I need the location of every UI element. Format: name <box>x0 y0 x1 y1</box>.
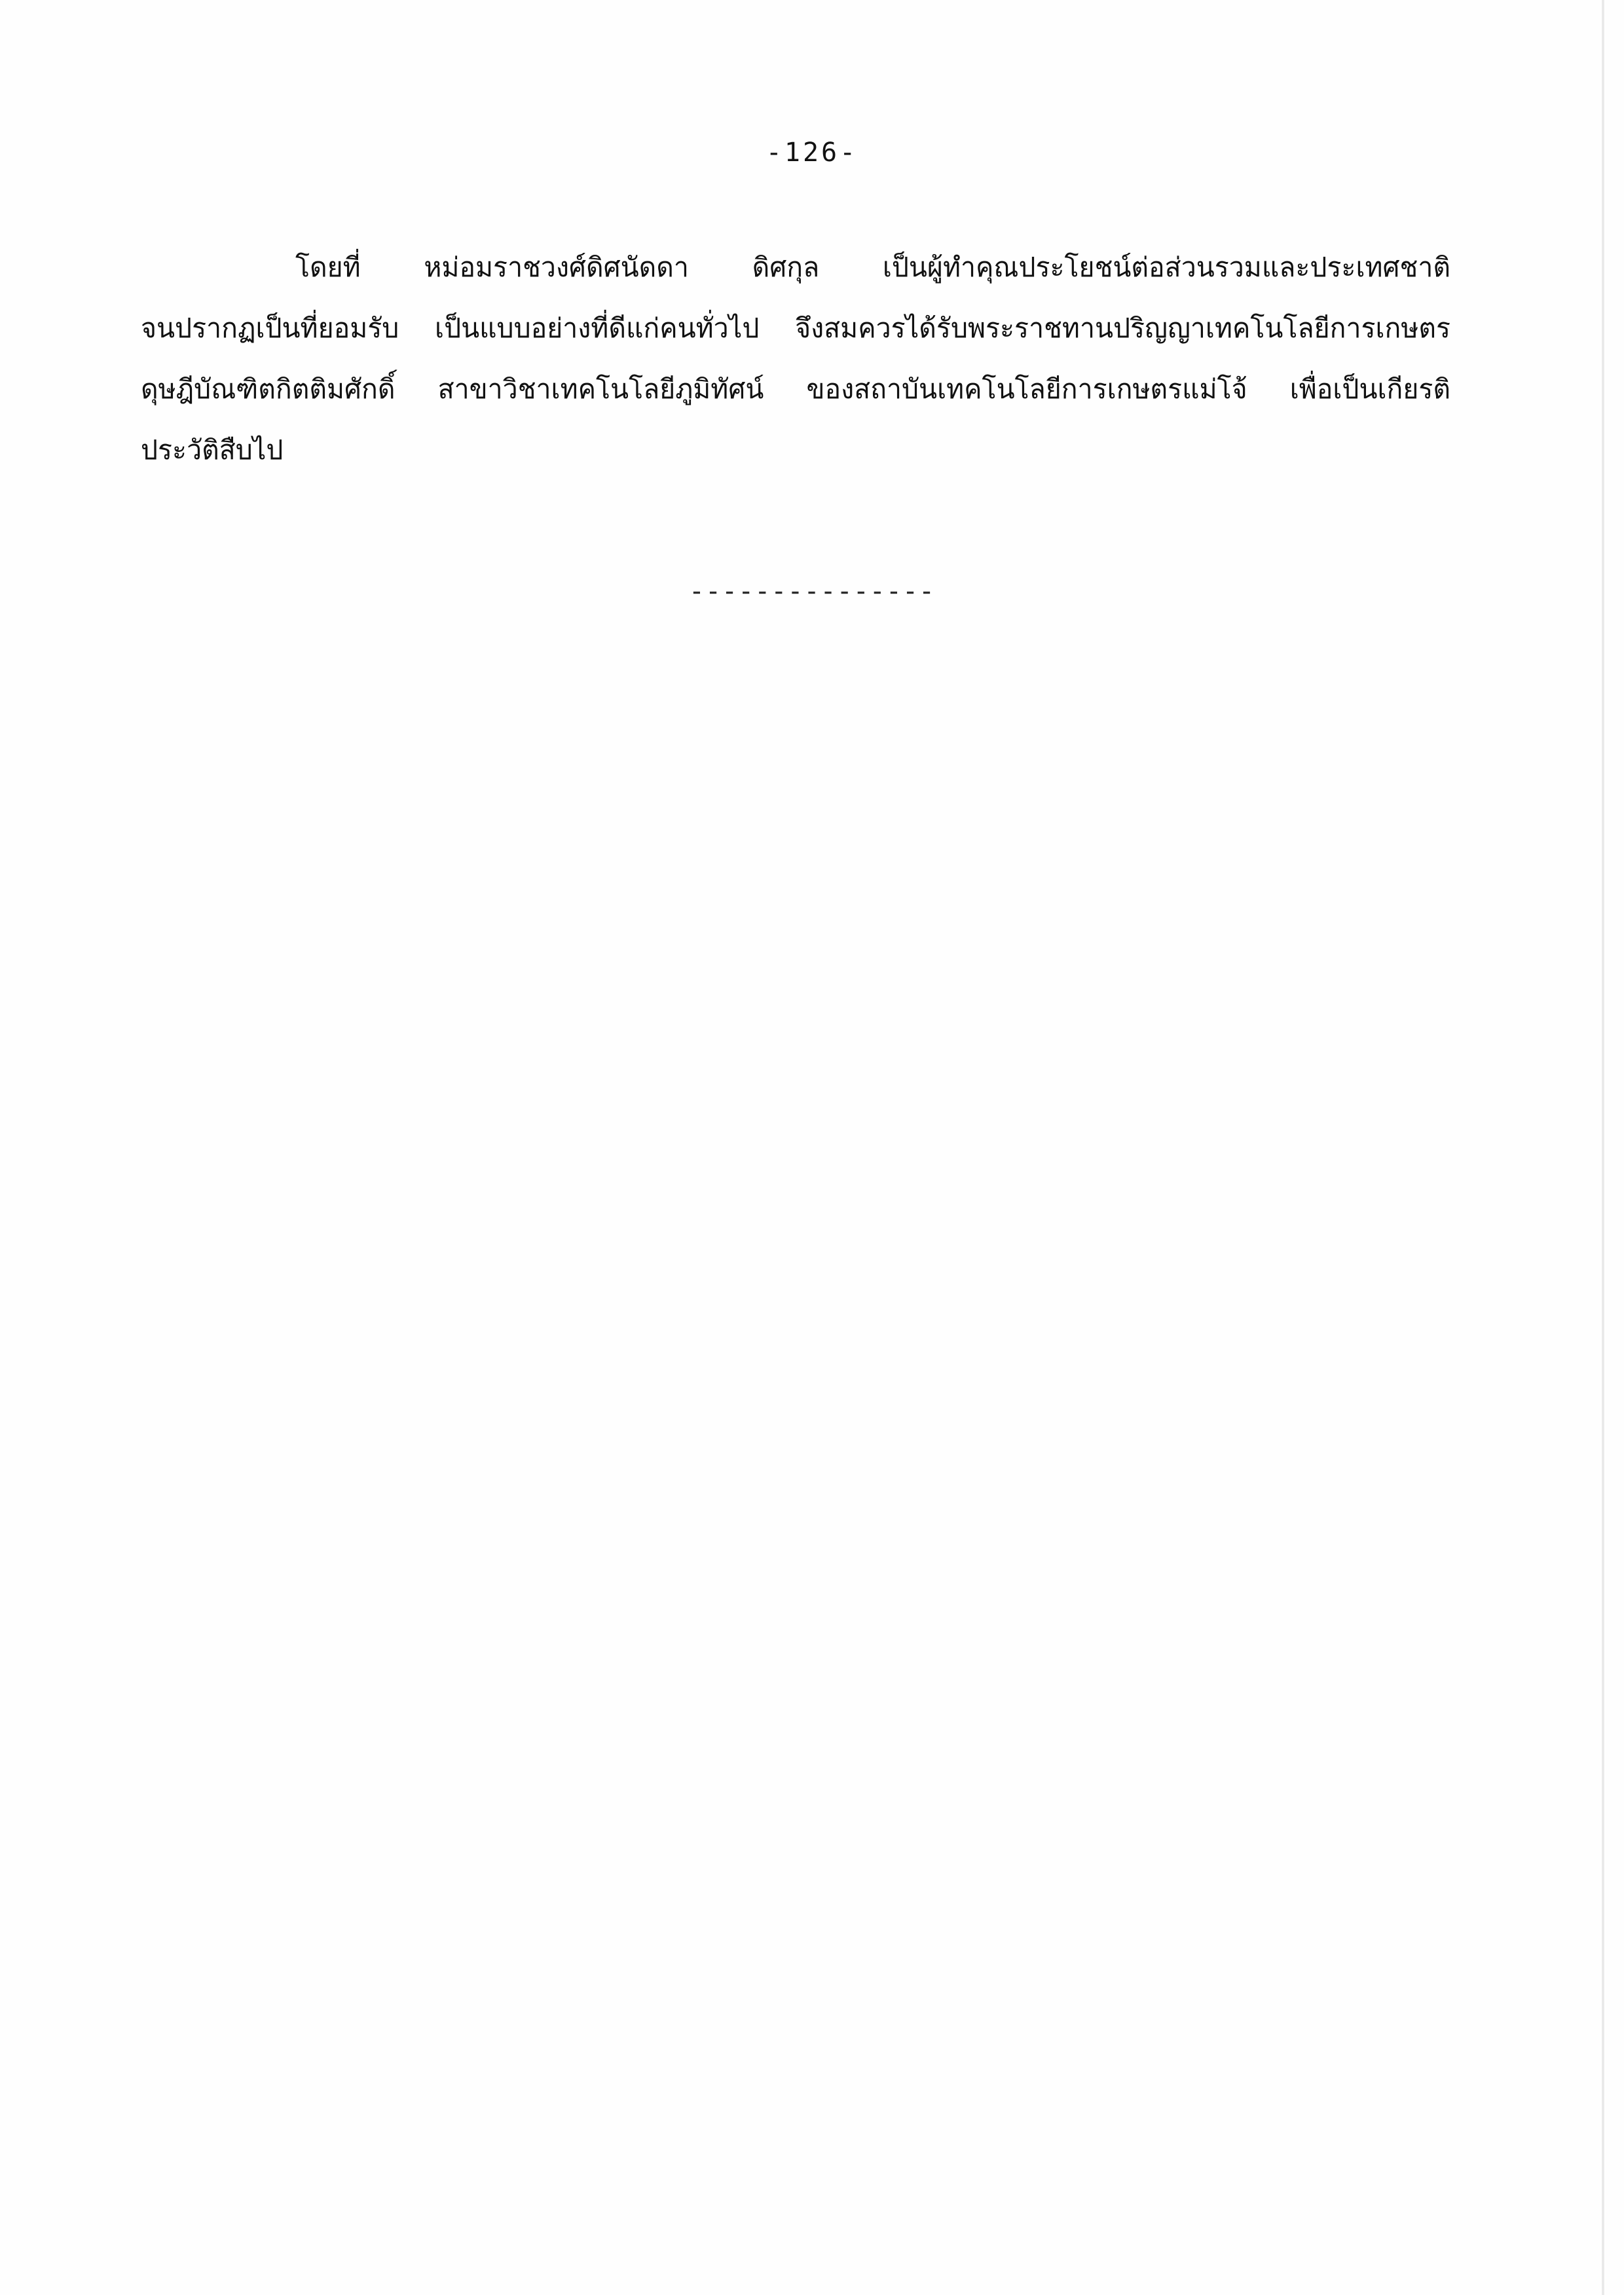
page-number: -126- <box>766 138 858 168</box>
body-paragraph <box>141 237 1450 481</box>
paragraph-line-4: ประวัติสืบไป <box>141 434 284 466</box>
paragraph-line-2: จนปรากฏเป็นที่ยอมรับ เป็นแบบอย่างที่ดีแก่คนทั่วไป จึงสมควรได้รับพระราชทานปริญญาเทคโนโลยีการเกษตร <box>141 312 1450 344</box>
scan-edge <box>1602 0 1604 2295</box>
end-divider: --------------- <box>688 576 936 606</box>
paragraph-line-3: ดุษฎีบัณฑิตกิตติมศักดิ์ สาขาวิชาเทคโนโลยีภูมิทัศน์ ของสถาบันเทคโนโลยีการเกษตรแม่โจ้ เพื่อเป็นเกียรติ <box>141 373 1450 405</box>
paragraph-line-1: โดยที่ หม่อมราชวงศ์ดิศนัดดา ดิศกุล เป็นผู้ทำคุณประโยชน์ต่อส่วนรวมและประเทศชาติ <box>295 252 1450 283</box>
